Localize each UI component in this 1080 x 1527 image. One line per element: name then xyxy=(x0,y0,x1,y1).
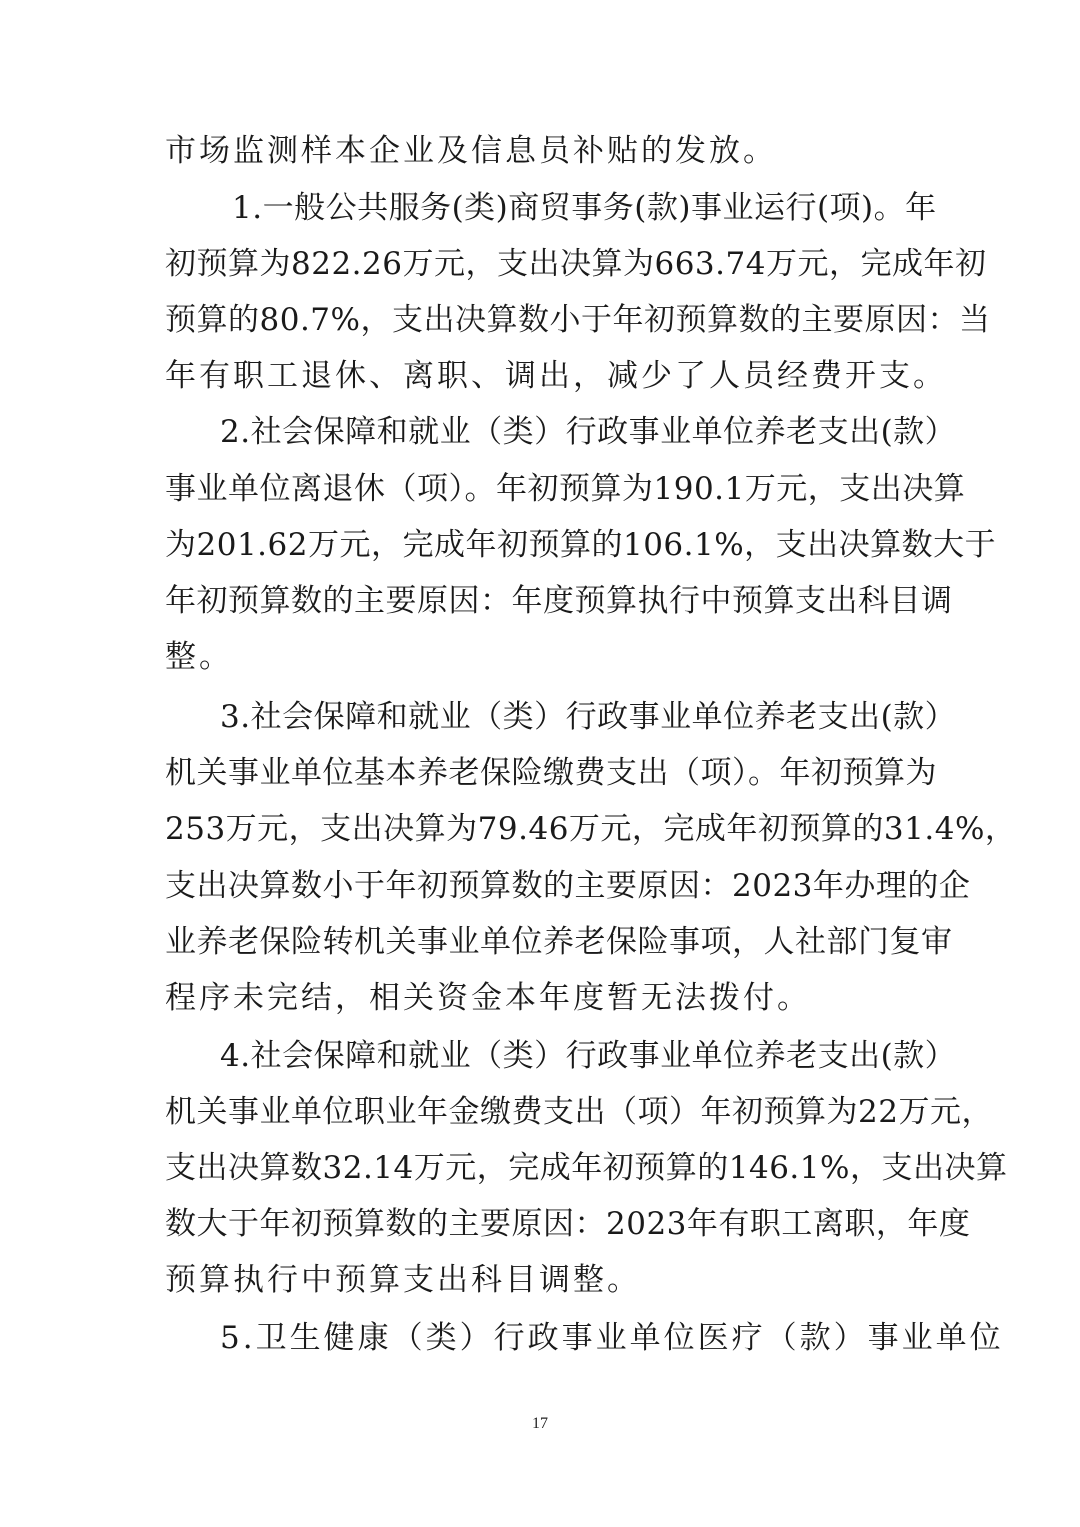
text-line: 3.社会保障和就业（类）行政事业单位养老支出(款） xyxy=(220,699,957,735)
text-line: 程序未完结，相关资金本年度暂无法拨付。 xyxy=(165,980,811,1016)
text-line: 数大于年初预算数的主要原因：2023年有职工离职，年度 xyxy=(165,1206,971,1242)
text-line: 支出决算数小于年初预算数的主要原因：2023年办理的企 xyxy=(165,868,971,904)
text-line: 业养老保险转机关事业单位养老保险事项，人社部门复审 xyxy=(165,924,953,960)
text-line: 2.社会保障和就业（类）行政事业单位养老支出(款） xyxy=(220,414,957,450)
text-line: 机关事业单位职业年金缴费支出（项）年初预算为22万元， xyxy=(165,1094,993,1130)
text-line: 机关事业单位基本养老保险缴费支出（项）。年初预算为 xyxy=(165,755,937,791)
text-line: 4.社会保障和就业（类）行政事业单位养老支出(款） xyxy=(220,1038,957,1074)
text-line: 预算的80.7%，支出决算数小于年初预算数的主要原因：当 xyxy=(165,302,991,338)
text-line: 支出决算数32.14万元，完成年初预算的146.1%，支出决算 xyxy=(165,1150,1008,1186)
text-line: 为201.62万元，完成年初预算的106.1%，支出决算数大于 xyxy=(165,527,997,563)
text-line: 年初预算数的主要原因：年度预算执行中预算支出科目调 xyxy=(165,583,953,619)
text-line: 253万元，支出决算为79.46万元，完成年初预算的31.4%， xyxy=(165,811,1017,847)
text-line: 整。 xyxy=(165,639,233,675)
text-line: 事业单位离退休（项）。年初预算为190.1万元，支出决算 xyxy=(165,471,966,507)
text-line: 初预算为822.26万元，支出决算为663.74万元，完成年初 xyxy=(165,246,987,282)
text-line: 1.一般公共服务(类)商贸事务(款)事业运行(项)。年 xyxy=(232,190,937,226)
text-line: 市场监测样本企业及信息员补贴的发放。 xyxy=(165,133,777,169)
text-line: 年有职工退休、离职、调出，减少了人员经费开支。 xyxy=(165,358,947,394)
text-line: 预算执行中预算支出科目调整。 xyxy=(165,1262,641,1298)
page-number: 17 xyxy=(532,1415,548,1432)
text-line: 5.卫生健康（类）行政事业单位医疗（款）事业单位 xyxy=(220,1320,1004,1356)
